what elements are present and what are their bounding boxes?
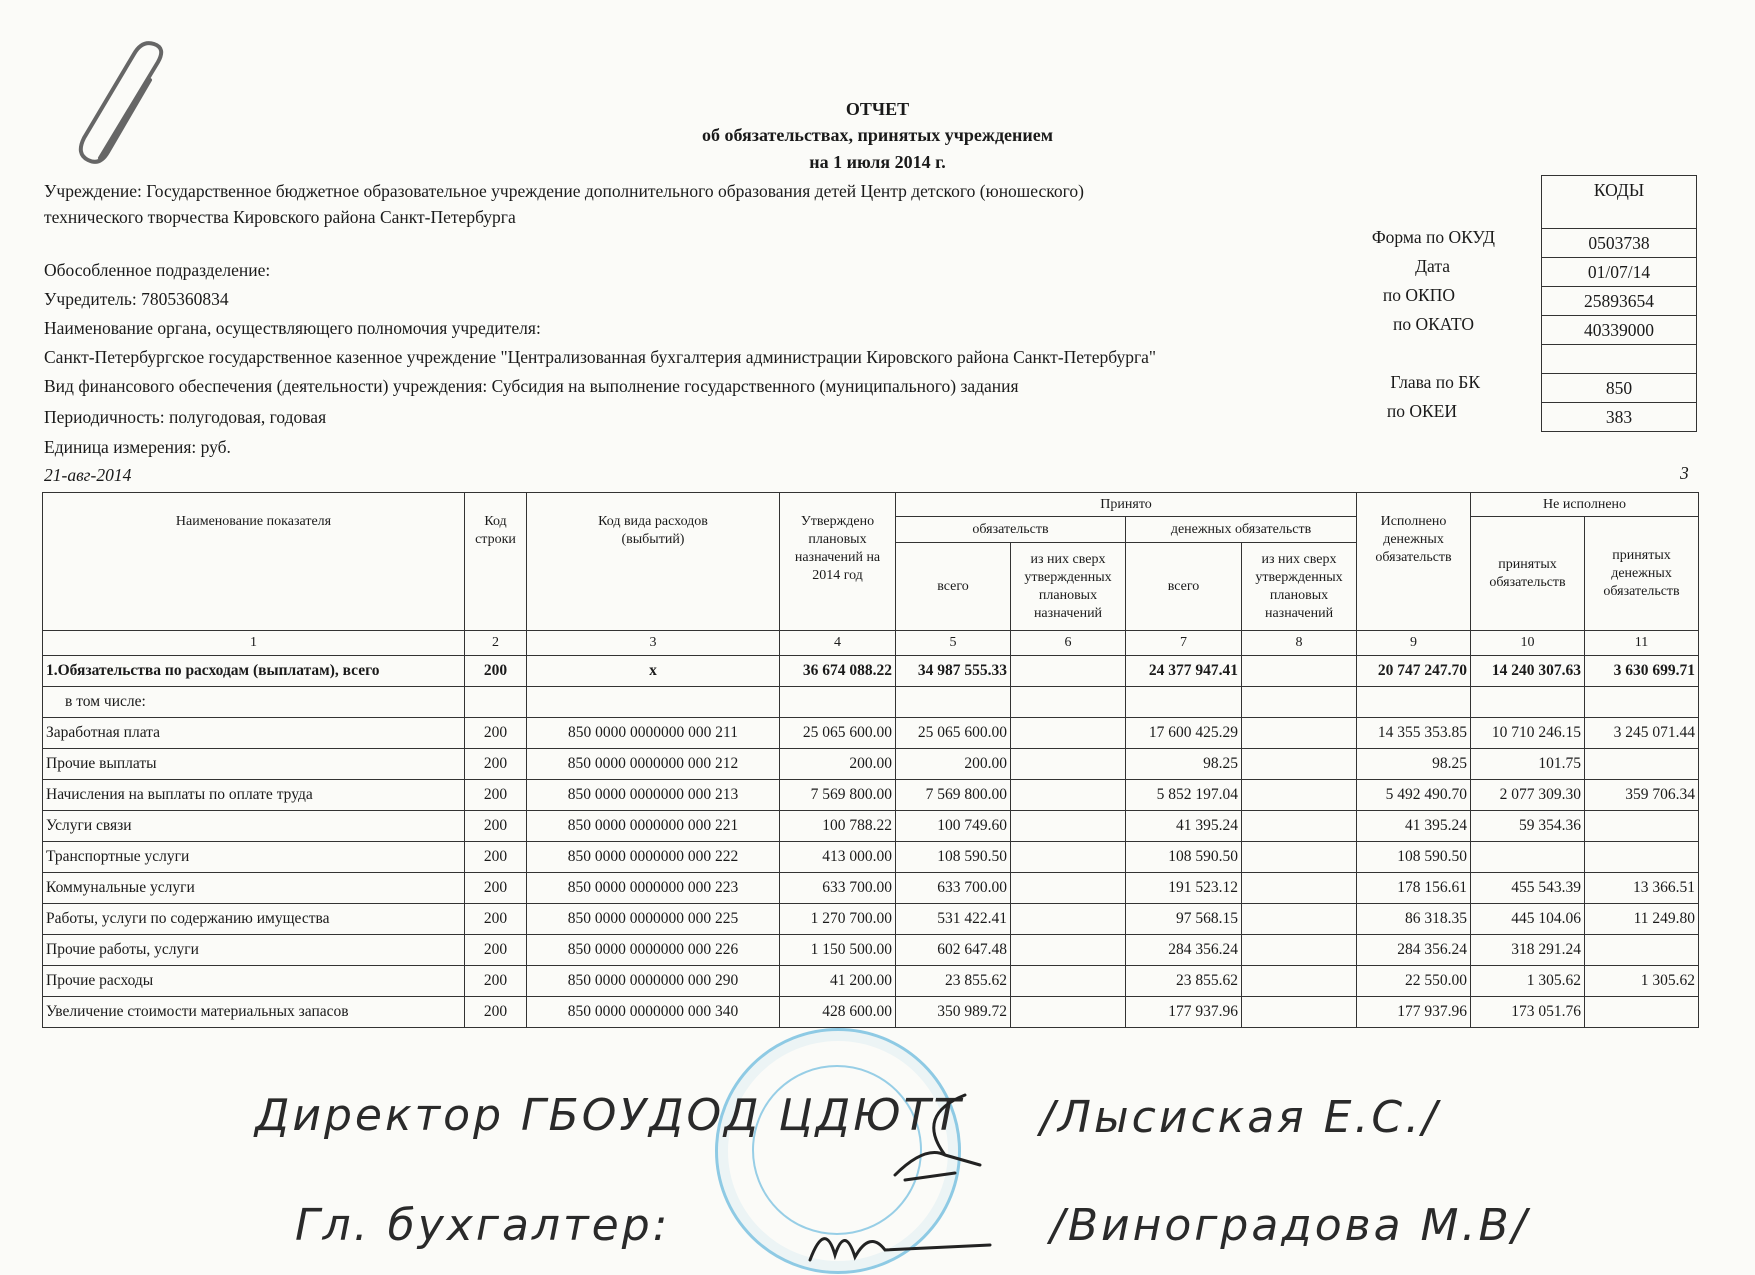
cell-obl-over xyxy=(1011,997,1126,1028)
report-subtitle: об обязательствах, принятых учреждением xyxy=(701,125,1054,145)
cell-obl-total: 23 855.62 xyxy=(896,966,1011,997)
cell-obl-total: 350 989.72 xyxy=(896,997,1011,1028)
code-label-okud: Форма по ОКУД xyxy=(1371,227,1495,247)
code-label-date: Дата xyxy=(1415,256,1450,276)
table-row xyxy=(43,873,1699,904)
authority-label: Наименование органа, осуществляющего полномочия учредителя: xyxy=(44,318,541,338)
col-header-obl-over: из них сверх утвержденных плановых назначений xyxy=(1011,543,1126,631)
cell-approved: 413 000.00 xyxy=(780,842,896,873)
cell-approved: 36 674 088.22 xyxy=(780,656,896,687)
cell-code: 200 xyxy=(465,935,527,966)
director-signature-mark xyxy=(885,1085,995,1195)
cell-obl-over xyxy=(1011,873,1126,904)
col-number: 10 xyxy=(1471,631,1585,656)
col-header-executed: Исполнено денежных обязательств xyxy=(1357,493,1471,631)
cell-obl-over xyxy=(1011,935,1126,966)
cell-name: в том числе: xyxy=(43,687,465,718)
cell-money-total: 24 377 947.41 xyxy=(1126,656,1242,687)
funding-type: Вид финансового обеспечения (деятельности) учреждения: Субсидия на выполнение государственного (муниципального) задания xyxy=(44,376,1019,396)
cell-code: 200 xyxy=(465,749,527,780)
col-header-code: Код строки xyxy=(465,493,527,631)
cell-code: 200 xyxy=(465,656,527,687)
cell-money-over xyxy=(1242,997,1357,1028)
cell-obl-over xyxy=(1011,687,1126,718)
cell-name: Работы, услуги по содержанию имущества xyxy=(43,904,465,935)
cell-approved: 428 600.00 xyxy=(780,997,896,1028)
cell-approved: 1 270 700.00 xyxy=(780,904,896,935)
cell-not-exec-money xyxy=(1585,935,1699,966)
cell-obl-total: 633 700.00 xyxy=(896,873,1011,904)
obligations-table xyxy=(42,492,1699,1028)
cell-approved xyxy=(780,687,896,718)
institution-line-1: Учреждение: Государственное бюджетное образовательное учреждение дополнительного образования детей Центр детского (юношеского) xyxy=(44,181,1084,201)
col-number: 1 xyxy=(43,631,465,656)
table-row xyxy=(43,749,1699,780)
cell-kvr: 850 0000 0000000 000 212 xyxy=(527,749,780,780)
cell-not-exec-obl xyxy=(1471,842,1585,873)
col-header-accepted-obl: принятых обязательств xyxy=(1471,517,1585,631)
cell-kvr: 850 0000 0000000 000 223 xyxy=(527,873,780,904)
cell-code xyxy=(465,687,527,718)
cell-not-exec-money: 359 706.34 xyxy=(1585,780,1699,811)
cell-obl-total: 100 749.60 xyxy=(896,811,1011,842)
cell-obl-over xyxy=(1011,904,1126,935)
cell-obl-total: 7 569 800.00 xyxy=(896,780,1011,811)
cell-obl-total: 602 647.48 xyxy=(896,935,1011,966)
cell-money-over xyxy=(1242,842,1357,873)
table-row xyxy=(43,904,1699,935)
accountant-name: /Виноградова М.В/ xyxy=(1050,1200,1530,1251)
cell-obl-over xyxy=(1011,656,1126,687)
subdivision: Обособленное подразделение: xyxy=(44,260,271,280)
col-header-obl-total: всего xyxy=(896,543,1011,631)
col-header-approved: Утверждено плановых назначений на 2014 год xyxy=(780,493,896,631)
col-number: 9 xyxy=(1357,631,1471,656)
cell-executed: 178 156.61 xyxy=(1357,873,1471,904)
cell-not-exec-obl: 173 051.76 xyxy=(1471,997,1585,1028)
col-number: 8 xyxy=(1242,631,1357,656)
cell-obl-over xyxy=(1011,780,1126,811)
col-header-money-obligations: денежных обязательств xyxy=(1126,517,1357,543)
col-header-kvr: Код вида расходов (выбытий) xyxy=(527,493,780,631)
col-header-not-executed: Не исполнено xyxy=(1471,493,1699,517)
cell-kvr: 850 0000 0000000 000 221 xyxy=(527,811,780,842)
cell-code: 200 xyxy=(465,904,527,935)
cell-approved: 1 150 500.00 xyxy=(780,935,896,966)
cell-code: 200 xyxy=(465,811,527,842)
code-label-okpo: по ОКПО xyxy=(1382,285,1455,305)
report-date: на 1 июля 2014 г. xyxy=(809,152,946,172)
institution-line-2: технического творчества Кировского района Санкт-Петербурга xyxy=(44,207,516,227)
cell-name: 1.Обязательства по расходам (выплатам), всего xyxy=(43,656,465,687)
cell-money-total: 108 590.50 xyxy=(1126,842,1242,873)
cell-kvr: x xyxy=(527,656,780,687)
cell-not-exec-money xyxy=(1585,687,1699,718)
cell-not-exec-obl xyxy=(1471,687,1585,718)
cell-money-total: 97 568.15 xyxy=(1126,904,1242,935)
director-signature-label: Директор ГБОУДОД ЦДЮТТ xyxy=(255,1090,964,1141)
code-okato: 40339000 xyxy=(1542,316,1697,345)
table-row xyxy=(43,811,1699,842)
cell-approved: 200.00 xyxy=(780,749,896,780)
cell-not-exec-money: 3 630 699.71 xyxy=(1585,656,1699,687)
col-header-accepted: Принято xyxy=(896,493,1357,517)
cell-name: Начисления на выплаты по оплате труда xyxy=(43,780,465,811)
col-number: 7 xyxy=(1126,631,1242,656)
cell-code: 200 xyxy=(465,966,527,997)
cell-not-exec-money xyxy=(1585,811,1699,842)
cell-approved: 633 700.00 xyxy=(780,873,896,904)
code-okud: 0503738 xyxy=(1542,229,1697,258)
cell-name: Прочие выплаты xyxy=(43,749,465,780)
cell-money-over xyxy=(1242,966,1357,997)
cell-executed: 177 937.96 xyxy=(1357,997,1471,1028)
table-row xyxy=(43,935,1699,966)
cell-not-exec-money xyxy=(1585,842,1699,873)
cell-money-over xyxy=(1242,811,1357,842)
cell-not-exec-obl: 14 240 307.63 xyxy=(1471,656,1585,687)
code-label-glava: Глава по БК xyxy=(1390,372,1480,392)
cell-money-over xyxy=(1242,904,1357,935)
col-header-money-total: всего xyxy=(1126,543,1242,631)
cell-not-exec-money: 1 305.62 xyxy=(1585,966,1699,997)
cell-money-total: 41 395.24 xyxy=(1126,811,1242,842)
cell-not-exec-money: 3 245 071.44 xyxy=(1585,718,1699,749)
cell-executed: 98.25 xyxy=(1357,749,1471,780)
table-row xyxy=(43,687,1699,718)
cell-executed: 284 356.24 xyxy=(1357,935,1471,966)
col-header-name: Наименование показателя xyxy=(43,493,465,631)
cell-code: 200 xyxy=(465,780,527,811)
cell-approved: 41 200.00 xyxy=(780,966,896,997)
table-row xyxy=(43,780,1699,811)
cell-kvr: 850 0000 0000000 000 290 xyxy=(527,966,780,997)
cell-not-exec-obl: 455 543.39 xyxy=(1471,873,1585,904)
cell-name: Услуги связи xyxy=(43,811,465,842)
cell-not-exec-obl: 1 305.62 xyxy=(1471,966,1585,997)
cell-code: 200 xyxy=(465,842,527,873)
col-number: 2 xyxy=(465,631,527,656)
cell-name: Увеличение стоимости материальных запасов xyxy=(43,997,465,1028)
cell-money-over xyxy=(1242,656,1357,687)
cell-code: 200 xyxy=(465,718,527,749)
codes-table xyxy=(1541,175,1697,432)
cell-money-total xyxy=(1126,687,1242,718)
cell-executed xyxy=(1357,687,1471,718)
cell-money-over xyxy=(1242,749,1357,780)
cell-money-over xyxy=(1242,873,1357,904)
table-row xyxy=(43,842,1699,873)
print-date: 21-авг-2014 xyxy=(44,465,132,485)
cell-money-over xyxy=(1242,935,1357,966)
cell-money-total: 17 600 425.29 xyxy=(1126,718,1242,749)
cell-kvr: 850 0000 0000000 000 340 xyxy=(527,997,780,1028)
cell-name: Прочие расходы xyxy=(43,966,465,997)
accountant-signature-mark xyxy=(805,1215,995,1270)
cell-not-exec-money: 13 366.51 xyxy=(1585,873,1699,904)
cell-executed: 20 747 247.70 xyxy=(1357,656,1471,687)
col-number: 4 xyxy=(780,631,896,656)
cell-money-over xyxy=(1242,718,1357,749)
codes-heading: КОДЫ xyxy=(1542,176,1697,229)
cell-executed: 22 550.00 xyxy=(1357,966,1471,997)
cell-not-exec-obl: 318 291.24 xyxy=(1471,935,1585,966)
code-label-okei: по ОКЕИ xyxy=(1386,401,1457,421)
code-okei: 383 xyxy=(1542,403,1697,432)
cell-executed: 41 395.24 xyxy=(1357,811,1471,842)
code-glava: 850 xyxy=(1542,374,1697,403)
col-number: 3 xyxy=(527,631,780,656)
cell-money-total: 191 523.12 xyxy=(1126,873,1242,904)
table-row xyxy=(43,656,1699,687)
cell-obl-total: 531 422.41 xyxy=(896,904,1011,935)
cell-obl-over xyxy=(1011,749,1126,780)
cell-not-exec-money xyxy=(1585,997,1699,1028)
col-header-accepted-money: принятых денежных обязательств xyxy=(1585,517,1699,631)
cell-money-total: 284 356.24 xyxy=(1126,935,1242,966)
col-number: 5 xyxy=(896,631,1011,656)
cell-not-exec-money xyxy=(1585,749,1699,780)
cell-name: Заработная плата xyxy=(43,718,465,749)
cell-executed: 14 355 353.85 xyxy=(1357,718,1471,749)
authority-name: Санкт-Петербургское государственное казенное учреждение "Централизованная бухгалтерия администрации Кировского района Санкт-Петербурга" xyxy=(44,347,1157,367)
code-empty xyxy=(1542,345,1697,374)
cell-kvr: 850 0000 0000000 000 213 xyxy=(527,780,780,811)
cell-money-total: 98.25 xyxy=(1126,749,1242,780)
cell-code: 200 xyxy=(465,873,527,904)
report-title: ОТЧЕТ xyxy=(845,99,910,119)
cell-money-total: 177 937.96 xyxy=(1126,997,1242,1028)
cell-money-total: 23 855.62 xyxy=(1126,966,1242,997)
cell-obl-total xyxy=(896,687,1011,718)
col-number: 6 xyxy=(1011,631,1126,656)
cell-approved: 7 569 800.00 xyxy=(780,780,896,811)
cell-money-over xyxy=(1242,780,1357,811)
founder: Учредитель: 7805360834 xyxy=(44,289,229,309)
periodicity: Периодичность: полугодовая, годовая xyxy=(44,407,327,427)
cell-obl-total: 200.00 xyxy=(896,749,1011,780)
cell-kvr: 850 0000 0000000 000 225 xyxy=(527,904,780,935)
cell-kvr: 850 0000 0000000 000 222 xyxy=(527,842,780,873)
cell-code: 200 xyxy=(465,997,527,1028)
cell-money-total: 5 852 197.04 xyxy=(1126,780,1242,811)
col-header-money-over: из них сверх утвержденных плановых назначений xyxy=(1242,543,1357,631)
col-header-obligations: обязательств xyxy=(896,517,1126,543)
unit: Единица измерения: руб. xyxy=(44,437,231,457)
cell-executed: 108 590.50 xyxy=(1357,842,1471,873)
cell-obl-over xyxy=(1011,842,1126,873)
cell-obl-total: 25 065 600.00 xyxy=(896,718,1011,749)
cell-obl-total: 108 590.50 xyxy=(896,842,1011,873)
director-name: /Лысиская Е.С./ xyxy=(1040,1092,1440,1143)
cell-not-exec-money: 11 249.80 xyxy=(1585,904,1699,935)
cell-kvr: 850 0000 0000000 000 211 xyxy=(527,718,780,749)
page-number: 3 xyxy=(1680,463,1689,483)
cell-not-exec-obl: 101.75 xyxy=(1471,749,1585,780)
cell-obl-over xyxy=(1011,718,1126,749)
table-row xyxy=(43,966,1699,997)
code-date: 01/07/14 xyxy=(1542,258,1697,287)
table-row xyxy=(43,997,1699,1028)
col-number: 11 xyxy=(1585,631,1699,656)
table-row xyxy=(43,718,1699,749)
cell-obl-over xyxy=(1011,966,1126,997)
accountant-signature-label: Гл. бухгалтер: xyxy=(295,1200,671,1251)
cell-kvr: 850 0000 0000000 000 226 xyxy=(527,935,780,966)
code-okpo: 25893654 xyxy=(1542,287,1697,316)
cell-name: Коммунальные услуги xyxy=(43,873,465,904)
cell-name: Транспортные услуги xyxy=(43,842,465,873)
cell-executed: 5 492 490.70 xyxy=(1357,780,1471,811)
cell-not-exec-obl: 2 077 309.30 xyxy=(1471,780,1585,811)
cell-not-exec-obl: 445 104.06 xyxy=(1471,904,1585,935)
cell-kvr xyxy=(527,687,780,718)
cell-not-exec-obl: 10 710 246.15 xyxy=(1471,718,1585,749)
cell-executed: 86 318.35 xyxy=(1357,904,1471,935)
cell-money-over xyxy=(1242,687,1357,718)
cell-approved: 100 788.22 xyxy=(780,811,896,842)
cell-approved: 25 065 600.00 xyxy=(780,718,896,749)
cell-obl-over xyxy=(1011,811,1126,842)
cell-name: Прочие работы, услуги xyxy=(43,935,465,966)
cell-obl-total: 34 987 555.33 xyxy=(896,656,1011,687)
code-label-okato: по ОКАТО xyxy=(1393,314,1474,334)
cell-not-exec-obl: 59 354.36 xyxy=(1471,811,1585,842)
